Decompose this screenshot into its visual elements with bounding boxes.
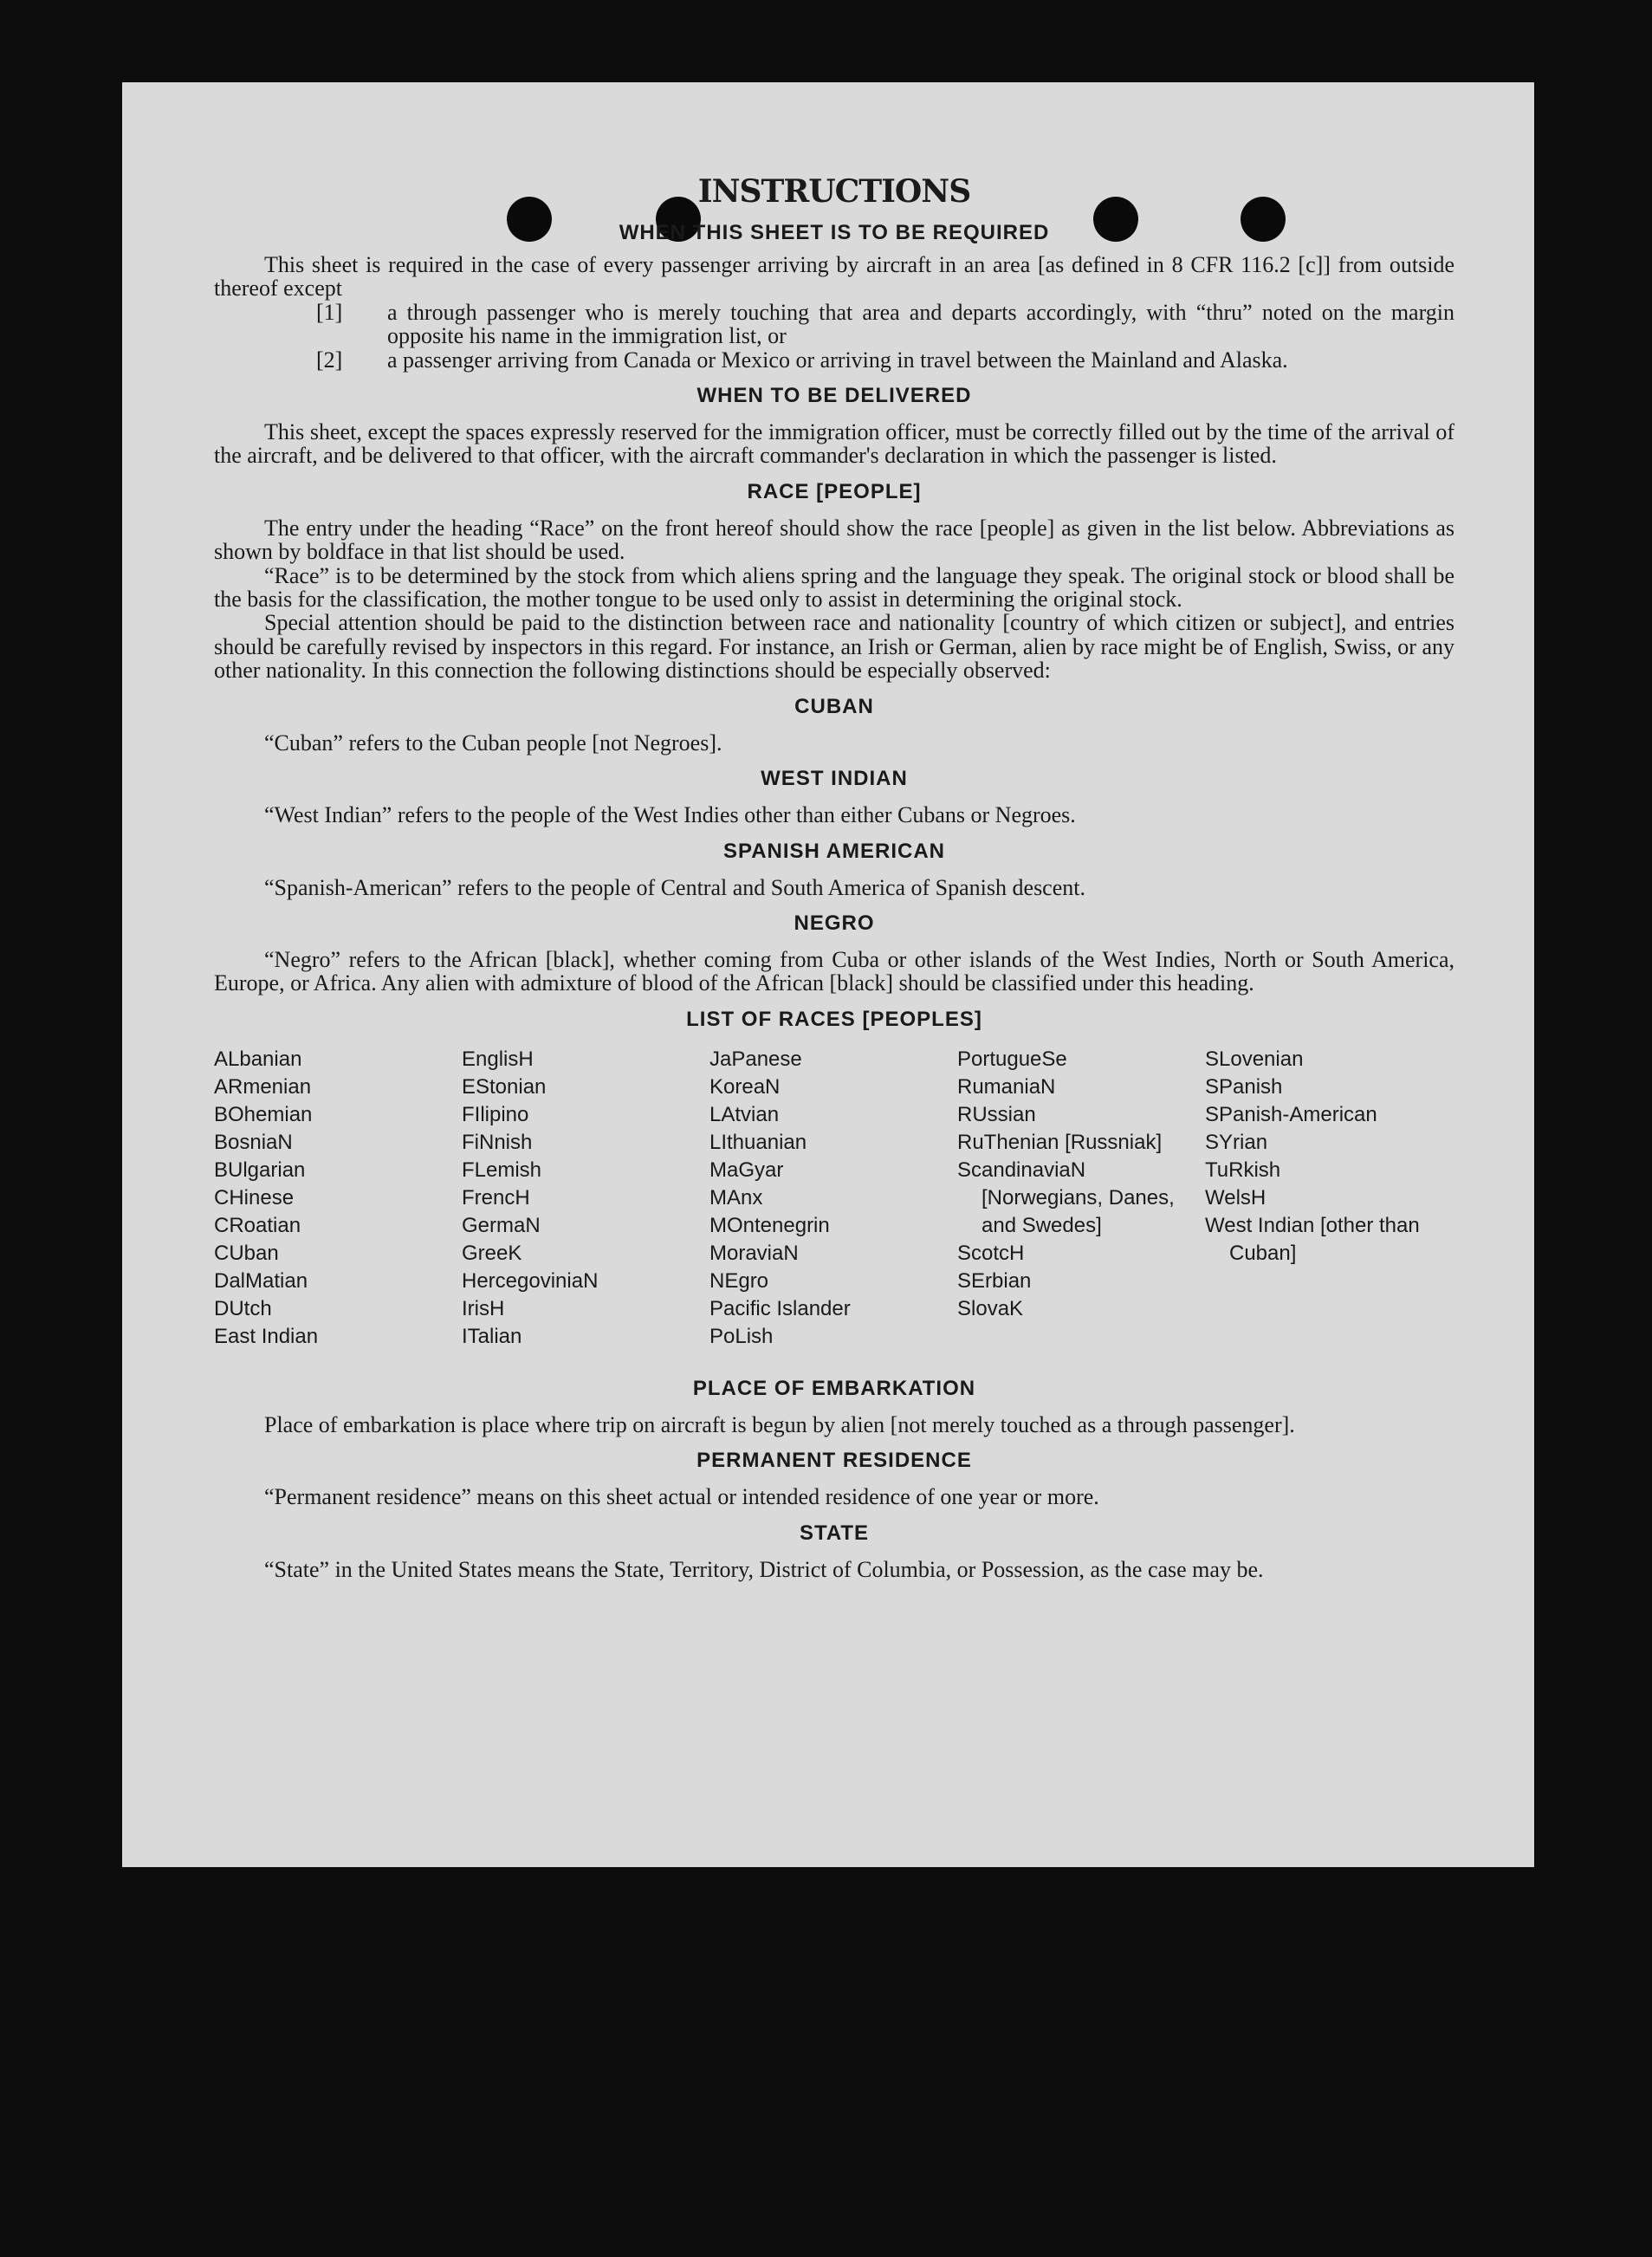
race-entry: ITalian [462, 1324, 522, 1348]
race-entry: PortugueSe [957, 1047, 1067, 1071]
race-column [1205, 1046, 1456, 1351]
race-entry: MOntenegrin [709, 1213, 830, 1237]
instructions-content [214, 170, 1454, 1581]
race-entry: FrencH [462, 1185, 530, 1210]
paragraph-negro: “Negro” refers to the African [black], whether coming from Cuba or other islands of the West Indies, North or South America, Europe, or Africa. Any alien with admixture of blood of the African [black] should be classified under this heading. [214, 946, 1454, 996]
race-entry: RumaniaN [957, 1074, 1056, 1099]
item-number: [1] [316, 299, 343, 325]
list-item [214, 348, 1454, 372]
race-column [462, 1046, 709, 1351]
heading-state: STATE [799, 1521, 870, 1545]
race-entry: ScandinaviaN [Norwegians, Danes, and Swedes] [957, 1158, 1175, 1237]
race-entry: LAtvian [709, 1102, 780, 1126]
race-entry: SPanish [1205, 1074, 1283, 1099]
race-column [214, 1046, 462, 1351]
paragraph-state: “State” in the United States means the State, Territory, District of Columbia, or Possession, as the case may be. [264, 1556, 1264, 1582]
race-entry: MoraviaN [709, 1241, 799, 1265]
race-entry: KoreaN [709, 1074, 781, 1099]
race-entry: BosniaN [214, 1130, 293, 1154]
race-entry: CRoatian [214, 1213, 301, 1237]
race-entry: SLovenian [1205, 1047, 1304, 1071]
paragraph-embarkation: Place of embarkation is place where trip on aircraft is begun by alien [not merely touched as a through passenger]. [264, 1411, 1295, 1437]
paragraph-cuban: “Cuban” refers to the Cuban people [not Negroes]. [264, 730, 722, 756]
page-title: INSTRUCTIONS [697, 173, 971, 210]
race-entry: DUtch [214, 1296, 272, 1320]
race-entry: DalMatian [214, 1268, 308, 1293]
race-entry: GermaN [462, 1213, 541, 1237]
race-entry: RUssian [957, 1102, 1036, 1126]
race-entry: ALbanian [214, 1047, 302, 1071]
paragraph-delivered: This sheet, except the spaces expressly reserved for the immigration officer, must be correctly filled out by the time of the arrival of the aircraft, and be delivered to that officer, with the aircraft commander's declaration in which the passenger is listed. [214, 419, 1454, 469]
race-entry: ARmenian [214, 1074, 312, 1099]
heading-race: RACE [PEOPLE] [747, 479, 922, 503]
race-entry: FLemish [462, 1158, 542, 1182]
race-entry: West Indian [other than Cuban] [1205, 1213, 1420, 1265]
item-text: a through passenger who is merely touching that area and departs accordingly, with “thru” noted on the margin opposite his name in the immigration list, or [387, 299, 1454, 349]
race-entry: EStonian [462, 1074, 547, 1099]
race-entry: FIlipino [462, 1102, 529, 1126]
race-column [709, 1046, 957, 1351]
heading-residence: PERMANENT RESIDENCE [696, 1449, 972, 1473]
race-entry: GreeK [462, 1241, 522, 1265]
race-entry: BOhemian [214, 1102, 313, 1126]
race-entry: East Indian [214, 1324, 319, 1348]
race-entry: JaPanese [709, 1047, 802, 1071]
race-entry: TuRkish [1205, 1158, 1281, 1182]
race-entry: FiNnish [462, 1130, 533, 1154]
paragraph-west-indian: “West Indian” refers to the people of the West Indies other than either Cubans or Negroes. [264, 802, 1076, 828]
race-entry: CHinese [214, 1185, 295, 1210]
heading-negro: NEGRO [794, 911, 875, 935]
race-entry: RuThenian [Russniak] [957, 1130, 1163, 1154]
race-entry: WelsH [1205, 1185, 1267, 1210]
item-text: a passenger arriving from Canada or Mexico or arriving in travel between the Mainland and Alaska. [387, 347, 1288, 373]
heading-embarkation: PLACE OF EMBARKATION [692, 1376, 976, 1400]
race-entry: SlovaK [957, 1296, 1024, 1320]
heading-list-of-races: LIST OF RACES [PEOPLES] [686, 1007, 982, 1031]
heading-west-indian: WEST INDIAN [761, 767, 908, 791]
list-item [214, 301, 1454, 348]
race-entry: HercegoviniaN [462, 1268, 599, 1293]
paragraph-residence: “Permanent residence” means on this sheet actual or intended residence of one year or more. [264, 1484, 1099, 1510]
race-entry: SErbian [957, 1268, 1032, 1293]
race-entry: EnglisH [462, 1047, 534, 1071]
heading-delivered: WHEN TO BE DELIVERED [696, 384, 972, 408]
paragraph-race: The entry under the heading “Race” on the front hereof should show the race [people] as given in the list below. Abbreviations as shown by boldface in that list should be used. [214, 515, 1454, 565]
race-entry: IrisH [462, 1296, 505, 1320]
paragraph-race: Special attention should be paid to the distinction between race and nationality [country of which citizen or subject], and entries should be carefully revised by inspectors in this regard. For instance, an Irish or German, alien by race might be of English, Swiss, or any other nationality. In this connection the following distinctions should be especially observed: [214, 610, 1454, 684]
race-entry: Pacific Islander [709, 1296, 851, 1320]
race-entry: NEgro [709, 1268, 769, 1293]
race-entry: PoLish [709, 1324, 774, 1348]
race-entry: SYrian [1205, 1130, 1268, 1154]
paragraph-spanish-american: “Spanish-American” refers to the people of Central and South America of Spanish descent. [264, 874, 1085, 900]
race-column [957, 1046, 1205, 1351]
race-entry: SPanish-American [1205, 1102, 1377, 1126]
item-number: [2] [316, 347, 343, 373]
paragraph-race: “Race” is to be determined by the stock from which aliens spring and the language they speak. The original stock or blood shall be the basis for the classification, the mother tongue to be used only to assist in determining the original stock. [214, 562, 1454, 613]
race-entry: ScotcH [957, 1241, 1025, 1265]
heading-spanish-american: SPANISH AMERICAN [722, 839, 945, 863]
heading-required: WHEN THIS SHEET IS TO BE REQUIRED [619, 221, 1050, 244]
heading-cuban: CUBAN [794, 694, 874, 718]
race-entry: MAnx [709, 1185, 763, 1210]
race-entry: BUlgarian [214, 1158, 306, 1182]
race-entry: CUban [214, 1241, 279, 1265]
paragraph-required-intro: This sheet is required in the case of every passenger arriving by aircraft in an area [as defined in 8 CFR 116.2 [c]] from outside thereof except [214, 252, 1454, 302]
race-entry: MaGyar [709, 1158, 784, 1182]
race-list [214, 1046, 1454, 1351]
race-entry: LIthuanian [709, 1130, 807, 1154]
